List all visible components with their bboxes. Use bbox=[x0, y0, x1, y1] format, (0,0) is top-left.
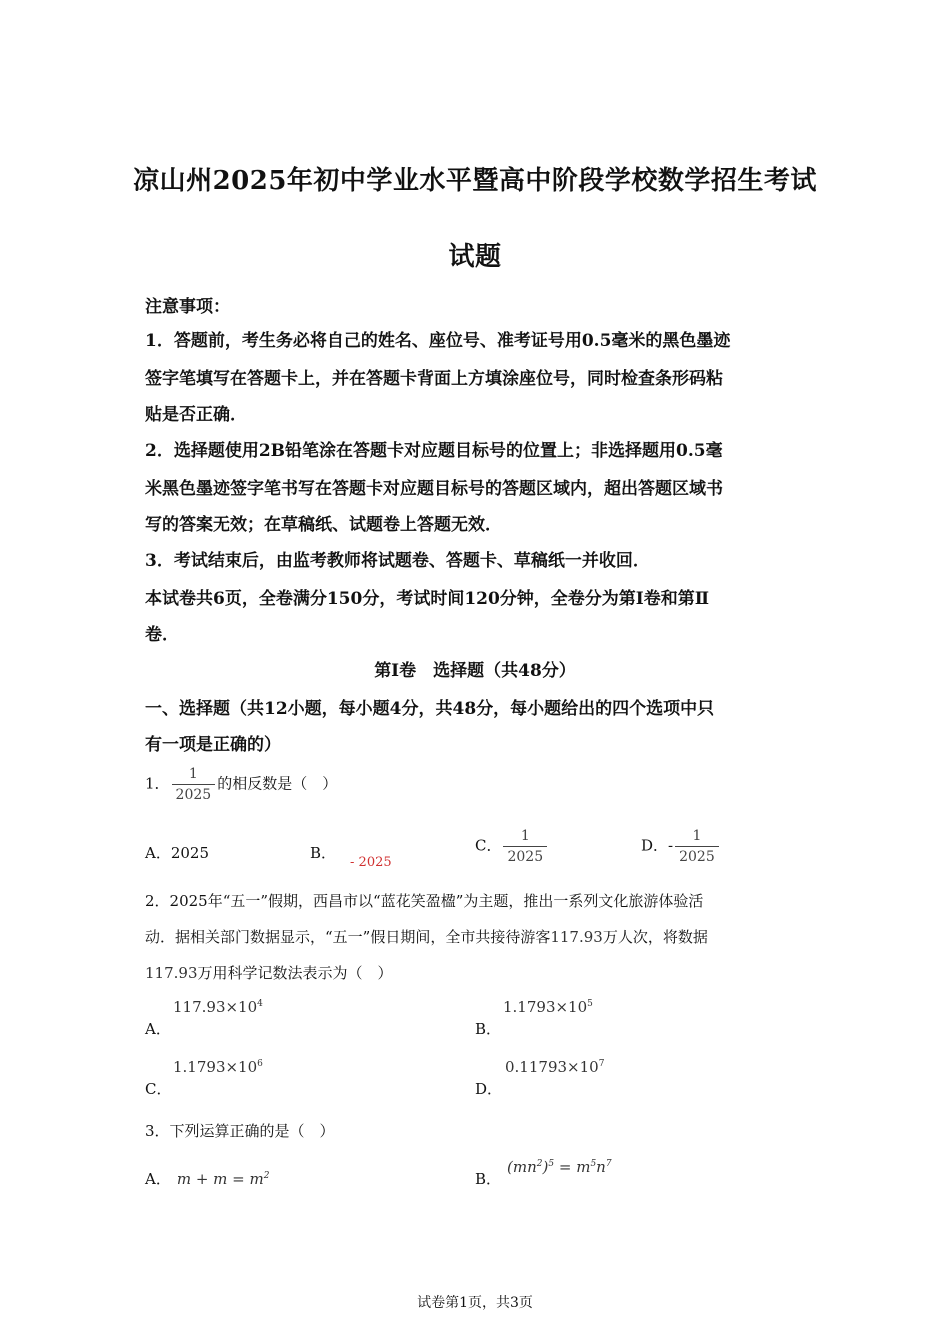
text: 万用科学记数法表示为（ ） bbox=[197, 964, 393, 982]
q2-option-a bbox=[145, 998, 263, 1039]
option-value: 2025 bbox=[170, 844, 210, 862]
exponent: 2 bbox=[536, 1159, 543, 1169]
question-3: 3．下列运算正确的是（ ） bbox=[145, 1122, 335, 1140]
q2-option-b bbox=[475, 998, 593, 1039]
option-label: A． bbox=[145, 1170, 171, 1188]
fraction-denominator: 2025 bbox=[675, 846, 719, 865]
q2-option-c bbox=[145, 1058, 263, 1099]
expression: (mn bbox=[507, 1158, 537, 1176]
expression-base: 0.11793×10 bbox=[505, 1058, 599, 1076]
fraction-numerator: 1 bbox=[188, 766, 198, 782]
notice-line: 3．考试结束后，由监考教师将试题卷、答题卡、草稿纸一并收回． bbox=[145, 551, 650, 571]
expression: m + m = m bbox=[176, 1170, 264, 1188]
exponent: 6 bbox=[257, 1059, 263, 1069]
option-label: D． bbox=[641, 836, 669, 855]
option-label: C． bbox=[145, 1080, 172, 1098]
section-instruction: 有一项是正确的） bbox=[145, 735, 281, 755]
q3-option-b bbox=[475, 1158, 612, 1189]
option-label: B． bbox=[475, 1170, 502, 1188]
fraction-denominator: 2025 bbox=[172, 784, 216, 803]
notice-line: 贴是否正确． bbox=[145, 405, 247, 425]
option-label: C． bbox=[475, 836, 502, 855]
text: 动．据相关部门数据显示，“五一”假日期间，全市共接待游客 bbox=[145, 928, 551, 946]
exponent: 7 bbox=[605, 1159, 612, 1169]
exponent: 7 bbox=[598, 1059, 605, 1069]
math-value: 117.93 bbox=[550, 928, 603, 946]
expression: = m bbox=[554, 1158, 591, 1176]
expression: ) bbox=[542, 1158, 549, 1176]
minus-sign: - bbox=[668, 836, 674, 855]
expression-base: 1.1793×10 bbox=[503, 998, 588, 1016]
option-label: B． bbox=[475, 1020, 502, 1038]
question-number: 1． bbox=[145, 774, 170, 793]
option-label: A． bbox=[145, 844, 171, 862]
expression-base: 1.1793×10 bbox=[173, 1058, 258, 1076]
option-label: A． bbox=[145, 1020, 171, 1038]
section-heading: 第Ⅰ卷 选择题（共48分） bbox=[374, 661, 576, 681]
q2-option-d bbox=[475, 1058, 605, 1099]
question-2-line2 bbox=[145, 926, 708, 947]
exponent: 5 bbox=[548, 1159, 555, 1169]
question-1 bbox=[145, 766, 337, 803]
fraction bbox=[503, 828, 547, 865]
page-footer: 试卷第1页，共3页 bbox=[417, 1295, 533, 1311]
notice-line: 米黑色墨迹签字笔书写在答题卡对应题目标号的答题区域内，超出答题区域书 bbox=[145, 479, 723, 499]
exam-title-line2: 试题 bbox=[448, 242, 502, 272]
q1-option-c bbox=[475, 828, 549, 865]
expression: n bbox=[596, 1158, 606, 1176]
fraction-numerator: 1 bbox=[520, 828, 530, 844]
exponent: 4 bbox=[257, 999, 263, 1009]
exam-title-line1: 凉山州2025年初中学业水平暨高中阶段学校数学招生考试 bbox=[133, 166, 817, 196]
option-expression bbox=[173, 998, 263, 1016]
option-label: D． bbox=[475, 1080, 503, 1098]
q1-option-b bbox=[310, 842, 392, 870]
exponent: 2 bbox=[263, 1171, 270, 1181]
q1-option-d bbox=[641, 828, 721, 865]
fraction bbox=[172, 766, 216, 803]
question-2-line3 bbox=[145, 962, 393, 983]
fraction-denominator: 2025 bbox=[503, 846, 547, 865]
notice-line: 写的答案无效；在草稿纸、试题卷上答题无效． bbox=[145, 515, 502, 535]
notice-line: 签字笔填写在答题卡上，并在答题卡背面上方填涂座位号，同时检查条形码粘 bbox=[145, 369, 723, 389]
q1-option-a bbox=[145, 842, 209, 863]
text: 万人次，将数据 bbox=[602, 928, 708, 946]
question-2-line1: 2．2025年“五一”假期，西昌市以“蓝花笑盈楹”为主题，推出一系列文化旅游体验活 bbox=[145, 892, 704, 910]
q3-option-a bbox=[145, 1168, 269, 1189]
notice-line: 本试卷共6页，全卷满分150分，考试时间120分钟，全卷分为第Ⅰ卷和第Ⅱ bbox=[145, 589, 710, 609]
notice-line: 卷． bbox=[145, 625, 179, 645]
math-value: 117.93 bbox=[145, 964, 198, 982]
fraction-numerator: 1 bbox=[692, 828, 702, 844]
exponent: 5 bbox=[590, 1159, 597, 1169]
option-value: - 2025 bbox=[350, 855, 392, 870]
notice-heading: 注意事项： bbox=[145, 297, 230, 317]
expression-base: 117.93×10 bbox=[173, 998, 258, 1016]
option-expression bbox=[507, 1158, 612, 1176]
option-label: B． bbox=[310, 844, 337, 862]
option-expression bbox=[505, 1058, 604, 1076]
notice-line: 1．答题前，考生务必将自己的姓名、座位号、准考证号用0.5毫米的黑色墨迹 bbox=[145, 331, 731, 351]
fraction bbox=[675, 828, 719, 865]
option-expression bbox=[503, 998, 593, 1016]
question-stem: 的相反数是（ ） bbox=[217, 774, 338, 793]
notice-line: 2．选择题使用2B铅笔涂在答题卡对应题目标号的位置上；非选择题用0.5毫 bbox=[145, 441, 723, 461]
exponent: 5 bbox=[587, 999, 593, 1009]
option-expression bbox=[173, 1058, 263, 1076]
section-instruction: 一、选择题（共12小题，每小题4分，共48分，每小题给出的四个选项中只 bbox=[145, 699, 715, 719]
option-expression bbox=[177, 1170, 270, 1188]
